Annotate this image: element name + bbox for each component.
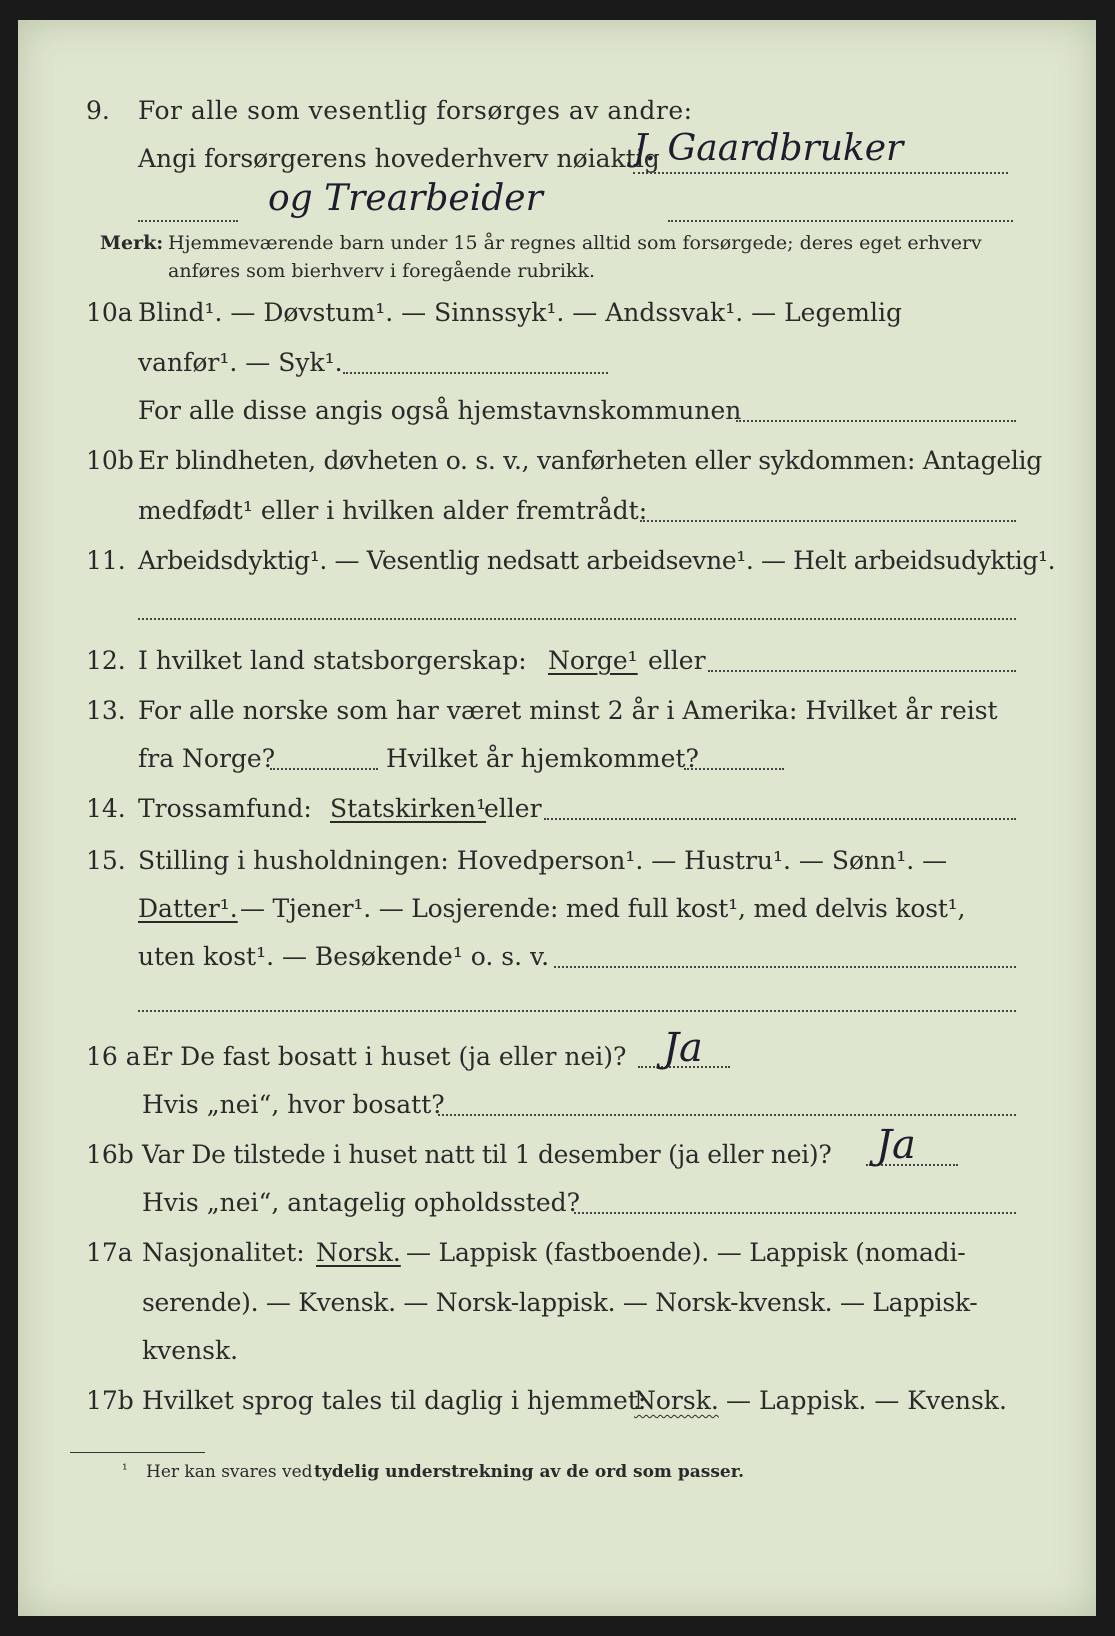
answer-line <box>138 618 1016 620</box>
selected-option: Datter¹. <box>138 894 238 923</box>
note-text: anføres som bierhverv i foregående rubrikk. <box>168 260 596 282</box>
footnote-rule <box>70 1452 205 1453</box>
question-text: medfødt¹ eller i hvilken alder fremtrådt: <box>138 496 648 525</box>
question-text: serende). — Kvensk. — Norsk-lappisk. — Norsk-kvensk. — Lappisk- <box>142 1288 978 1317</box>
footnote-mark: ¹ <box>122 1462 128 1478</box>
question-text: Stilling i husholdningen: Hovedperson¹. — Hustru¹. — Sønn¹. — <box>138 846 948 875</box>
question-text: eller <box>648 646 706 675</box>
question-text: Er blindheten, døvheten o. s. v., vanførheten eller sykdommen: Antagelig <box>138 446 1042 475</box>
answer-line <box>438 1114 1016 1116</box>
note-text: Hjemmeværende barn under 15 år regnes alltid som forsørgede; deres eget erhverv <box>168 232 982 254</box>
answer-line <box>554 966 1016 968</box>
answer-line <box>640 520 1016 522</box>
question-number: 10b <box>86 446 134 475</box>
question-text: Blind¹. — Døvstum¹. — Sinnssyk¹. — Andssvak¹. — Legemlig <box>138 298 902 327</box>
note-label: Merk: <box>100 232 164 254</box>
question-text: fra Norge? <box>138 744 276 773</box>
handwritten-answer: J. Gaardbruker <box>633 128 904 169</box>
question-text: kvensk. <box>142 1336 239 1365</box>
question-text: Trossamfund: <box>138 794 312 823</box>
question-number: 9. <box>86 96 110 125</box>
footnote-text: Her kan svares ved <box>146 1462 313 1482</box>
answer-line <box>668 220 1013 222</box>
question-text: Hvilket år hjemkommet? <box>386 744 699 773</box>
answer-line <box>574 1212 1016 1214</box>
question-text: For alle som vesentlig forsørges av andre: <box>138 96 693 125</box>
selected-option: Statskirken¹ <box>330 794 487 823</box>
question-text: Hvis „nei“, hvor bosatt? <box>142 1090 445 1119</box>
handwritten-answer: Ja <box>663 1025 703 1071</box>
question-text: eller <box>484 794 542 823</box>
question-text: Hvis „nei“, antagelig opholdssted? <box>142 1188 581 1217</box>
answer-line <box>708 670 1016 672</box>
answer-line <box>270 768 378 770</box>
question-number: 16 a <box>86 1042 141 1071</box>
answer-line <box>633 172 1008 174</box>
question-text: For alle disse angis også hjemstavnskommunen <box>138 396 742 425</box>
question-number: 17b <box>86 1386 134 1415</box>
question-text: Angi forsørgerens hovederhverv nøiaktig <box>138 144 660 173</box>
question-text: Var De tilstede i huset natt til 1 desember (ja eller nei)? <box>142 1140 832 1169</box>
answer-line <box>138 220 238 222</box>
answer-line <box>544 818 1016 820</box>
question-text: vanfør¹. — Syk¹. <box>138 348 343 377</box>
question-number: 11. <box>86 546 126 575</box>
question-text: I hvilket land statsborgerskap: <box>138 646 527 675</box>
question-text: Arbeidsdyktig¹. — Vesentlig nedsatt arbeidsevne¹. — Helt arbeidsudyktig¹. <box>138 546 1056 575</box>
question-number: 15. <box>86 846 126 875</box>
question-text: — Tjener¹. — Losjerende: med full kost¹, med delvis kost¹, <box>240 894 966 923</box>
question-number: 16b <box>86 1140 134 1169</box>
question-number: 13. <box>86 696 126 725</box>
question-text: Hvilket sprog tales til daglig i hjemmet: <box>142 1386 647 1415</box>
selected-option: Norsk. <box>634 1386 719 1415</box>
handwritten-answer: Ja <box>876 1122 916 1168</box>
answer-line <box>343 372 608 374</box>
selected-option: Norge¹ <box>548 646 638 675</box>
question-text: — Lappisk (fastboende). — Lappisk (nomadi- <box>406 1238 966 1267</box>
handwritten-answer: og Trearbeider <box>268 178 543 219</box>
answer-line <box>684 768 784 770</box>
selected-option: Norsk. <box>316 1238 401 1267</box>
question-number: 10a <box>86 298 133 327</box>
census-form-sheet <box>18 20 1096 1616</box>
question-number: 14. <box>86 794 126 823</box>
question-text: Nasjonalitet: <box>142 1238 305 1267</box>
question-number: 17a <box>86 1238 133 1267</box>
question-text: For alle norske som har været minst 2 år i Amerika: Hvilket år reist <box>138 696 998 725</box>
answer-line <box>736 420 1016 422</box>
question-number: 12. <box>86 646 126 675</box>
question-text: Er De fast bosatt i huset (ja eller nei)? <box>142 1042 627 1071</box>
answer-line <box>138 1010 1016 1012</box>
footnote-emphasis: tydelig understrekning av de ord som passer. <box>314 1462 745 1482</box>
question-text: — Lappisk. — Kvensk. <box>726 1386 1007 1415</box>
question-text: uten kost¹. — Besøkende¹ o. s. v. <box>138 942 550 971</box>
